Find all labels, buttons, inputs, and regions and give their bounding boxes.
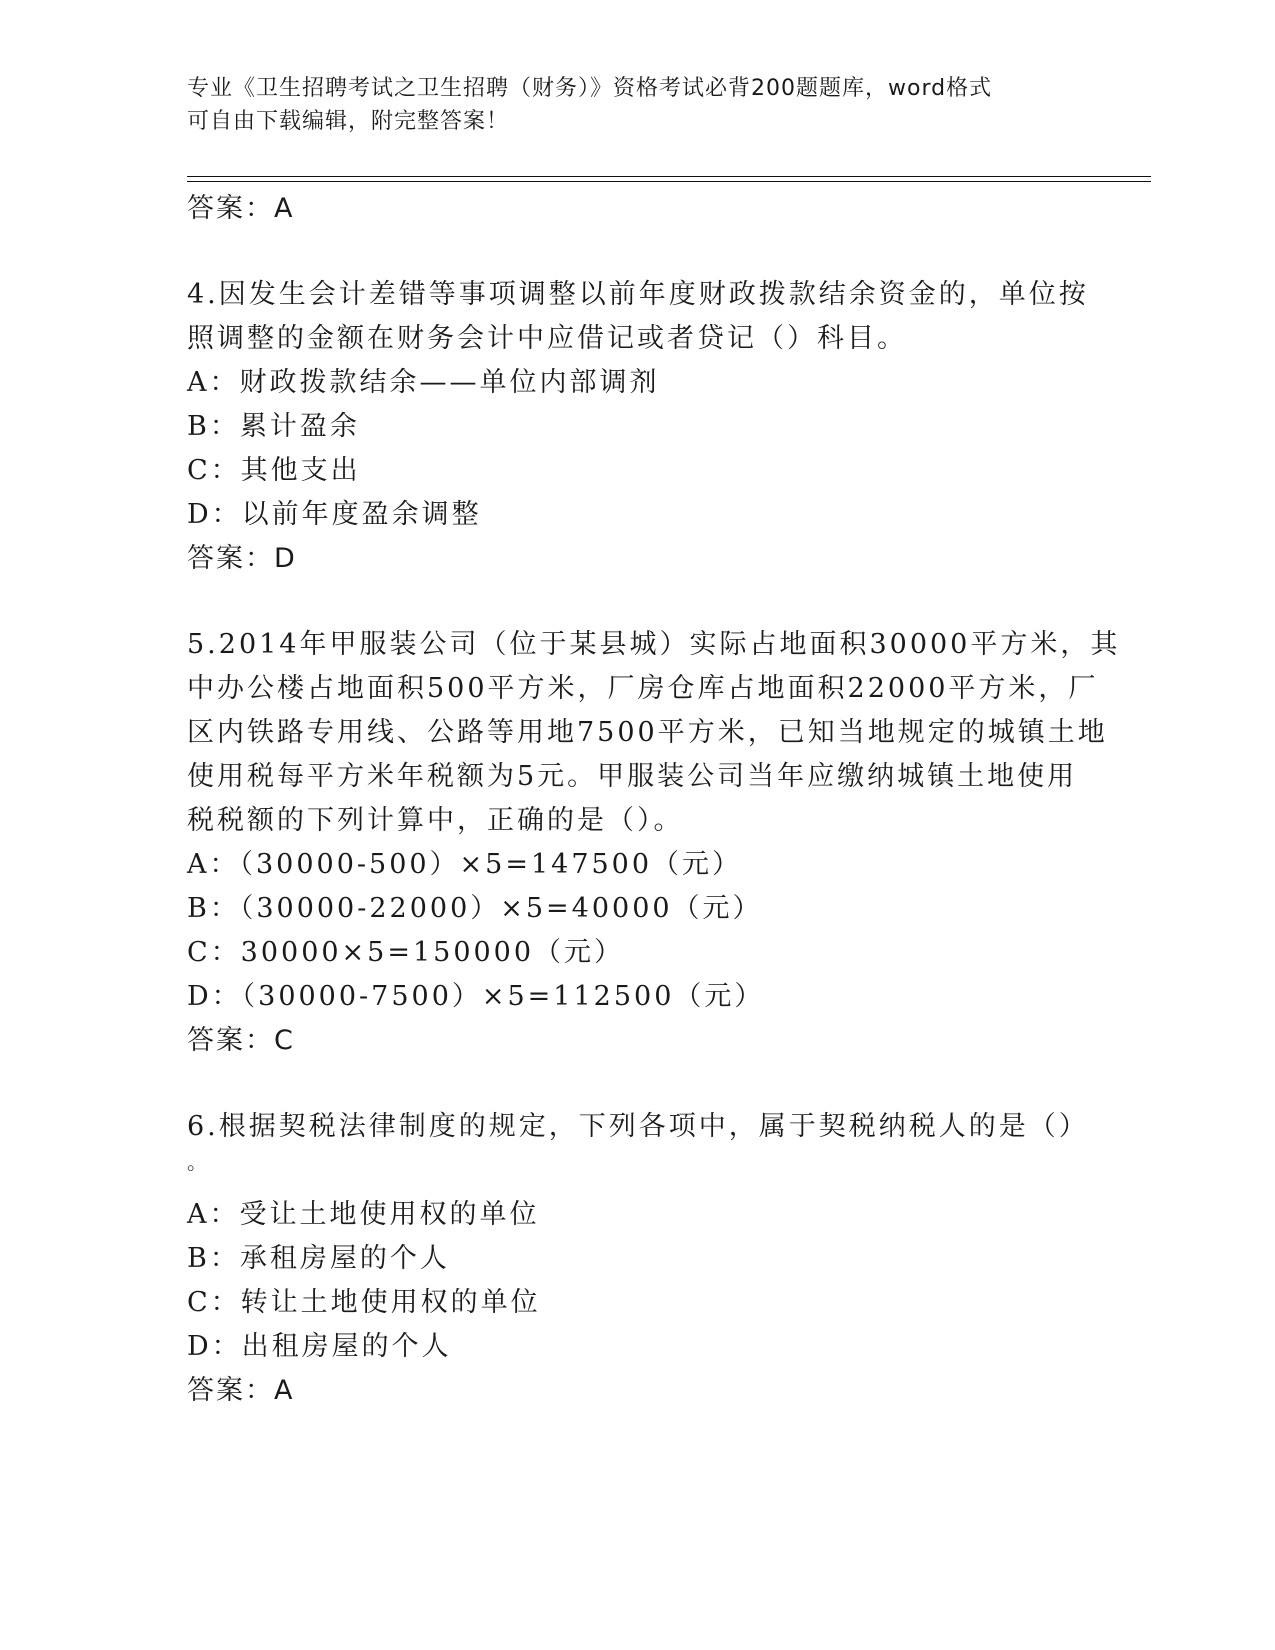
q5-option-c: C：30000×5=150000（元） [187,937,625,968]
q4-answer: 答案：D [187,543,297,574]
header-rule-top [187,176,1151,177]
q5-stem-line-3: 区内铁路专用线、公路等用地7500平方米，已知当地规定的城镇土地 [187,717,1108,748]
document-header [187,72,1087,138]
q4-stem-line-2: 照调整的金额在财务会计中应借记或者贷记（）科目。 [187,323,907,354]
q6-option-d: D：出租房屋的个人 [187,1331,452,1362]
q5-option-d: D：（30000-7500）×5=112500（元） [187,981,765,1012]
answer-previous: 答案：A [187,193,295,224]
q4-option-a: A：财政拨款结余——单位内部调剂 [187,367,660,398]
q5-stem-line-2: 中办公楼占地面积500平方米，厂房仓库占地面积22000平方米，厂 [187,673,1099,704]
q5-option-b: B：（30000-22000）×5=40000（元） [187,893,763,924]
q5-stem-line-5: 税税额的下列计算中，正确的是（）。 [187,805,684,836]
q4-option-d: D：以前年度盈余调整 [187,499,482,530]
q6-stem-line-2: 。 [187,1150,207,1174]
q6-option-c: C：转让土地使用权的单位 [187,1287,541,1318]
q6-answer: 答案：A [187,1375,295,1406]
q6-option-b: B：承租房屋的个人 [187,1243,450,1274]
q4-option-c: C：其他支出 [187,455,361,486]
q4-option-b: B：累计盈余 [187,411,360,442]
q6-option-a: A：受让土地使用权的单位 [187,1199,540,1230]
header-line-1: 专业《卫生招聘考试之卫生招聘（财务）》资格考试必背200题题库，word格式 [187,76,993,101]
header-line-2: 可自由下载编辑，附完整答案！ [187,109,510,134]
q5-option-a: A：（30000-500）×5=147500（元） [187,849,743,880]
q6-stem-line-1: 6.根据契税法律制度的规定，下列各项中，属于契税纳税人的是（） [187,1111,1089,1142]
q4-stem-line-1: 4.因发生会计差错等事项调整以前年度财政拨款结余资金的，单位按 [187,279,1089,310]
q5-answer: 答案：C [187,1025,295,1056]
q5-stem-line-4: 使用税每平方米年税额为5元。甲服装公司当年应缴纳城镇土地使用 [187,761,1078,792]
header-rule-bottom [187,181,1151,182]
q5-stem-line-1: 5.2014年甲服装公司（位于某县城）实际占地面积30000平方米，其 [187,629,1121,660]
